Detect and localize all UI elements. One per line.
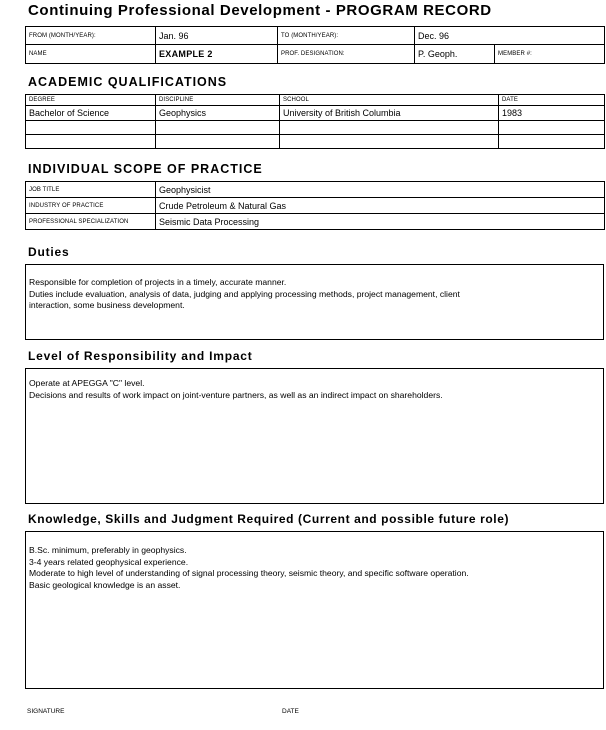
page-title: Continuing Professional Development - PROGRAM RECORD [28,2,492,19]
knowledge-line: Moderate to high level of understanding of signal processing theory, seismic theory, and specific software operation. [29,568,469,578]
scope-table [25,181,605,230]
responsibility-line: Decisions and results of work impact on joint-venture partners, as well as an indirect impact on shareholders. [29,389,443,400]
column-header-discipline: DISCIPLINE [156,95,280,106]
knowledge-line: Basic geological knowledge is an asset. [29,579,181,590]
industry-value[interactable]: Crude Petroleum & Natural Gas [156,198,605,214]
scope-heading: INDIVIDUAL SCOPE OF PRACTICE [28,162,263,176]
academic-heading: ACADEMIC QUALIFICATIONS [28,75,228,89]
date-label: DATE [282,708,299,715]
discipline-cell[interactable] [156,121,280,135]
header-info-table [25,26,605,64]
member-label[interactable]: MEMBER #: [495,45,605,64]
knowledge-line: 3-4 years related geophysical experience. [29,556,189,567]
responsibility-heading: Level of Responsibility and Impact [28,349,253,363]
specialization-value[interactable]: Seismic Data Processing [156,214,605,230]
knowledge-line: B.Sc. minimum, preferably in geophysics. [29,545,187,555]
column-header-date: DATE [499,95,605,106]
responsibility-box[interactable] [25,368,604,504]
knowledge-heading: Knowledge, Skills and Judgment Required (Current and possible future role) [28,512,510,526]
duties-heading: Duties [28,245,70,259]
degree-cell[interactable] [26,135,156,149]
date-cell[interactable]: 1983 [499,106,605,121]
degree-cell[interactable]: Bachelor of Science [26,106,156,121]
name-value[interactable]: EXAMPLE 2 [156,45,278,64]
duties-box[interactable] [25,264,604,340]
discipline-cell[interactable]: Geophysics [156,106,280,121]
specialization-label: PROFESSIONAL SPECIALIZATION [26,214,156,230]
signature-label: SIGNATURE [27,708,65,715]
school-cell[interactable] [280,135,499,149]
from-label: FROM (MONTH/YEAR): [26,27,156,45]
duties-line: Duties include evaluation, analysis of data, judging and applying processing methods, project management, client [29,288,460,299]
industry-label: INDUSTRY OF PRACTICE [26,198,156,214]
job-title-label: JOB TITLE [26,182,156,198]
column-header-degree: DEGREE [26,95,156,106]
designation-value[interactable]: P. Geoph. [415,45,495,64]
responsibility-line: Operate at APEGGA "C" level. [29,378,145,388]
from-value[interactable]: Jan. 96 [156,27,278,45]
to-label: TO (MONTH/YEAR): [278,27,415,45]
discipline-cell[interactable] [156,135,280,149]
column-header-school: SCHOOL [280,95,499,106]
duties-line: Responsible for completion of projects in a timely, accurate manner. [29,277,287,287]
designation-label: PROF. DESIGNATION: [278,45,415,64]
academic-table [25,94,605,149]
school-cell[interactable] [280,121,499,135]
to-value[interactable]: Dec. 96 [415,27,605,45]
date-cell[interactable] [499,121,605,135]
name-label: NAME [26,45,156,64]
date-cell[interactable] [499,135,605,149]
duties-line: interaction, some business development. [29,300,185,310]
degree-cell[interactable] [26,121,156,135]
knowledge-box[interactable] [25,531,604,689]
school-cell[interactable]: University of British Columbia [280,106,499,121]
job-title-value[interactable]: Geophysicist [156,182,605,198]
